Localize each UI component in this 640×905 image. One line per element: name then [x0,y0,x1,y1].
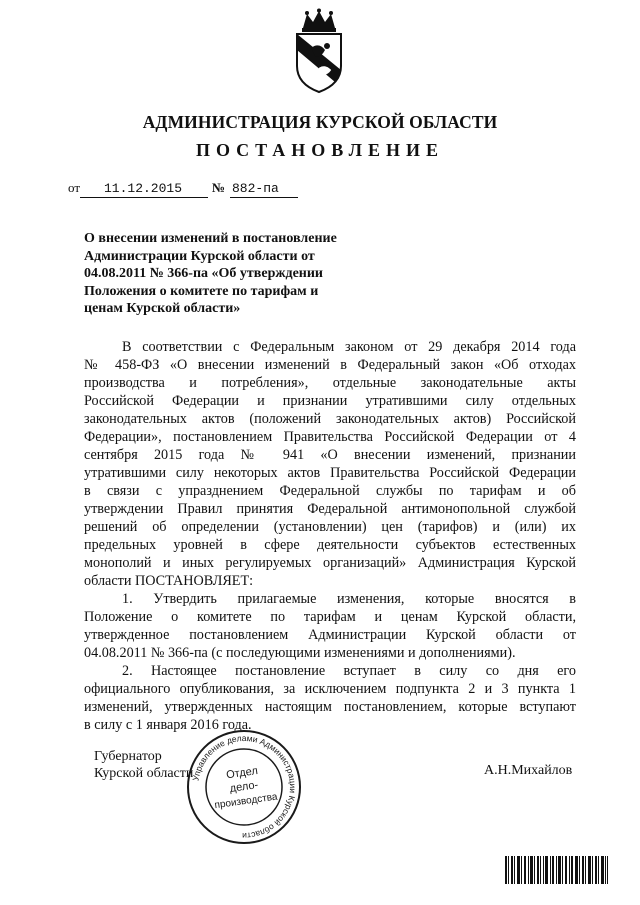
body-line: Российской Федерации и признании утратившими силу отдельных [84,393,576,409]
subject-line: О внесении изменений в постановление [84,231,337,246]
body-line: Положение о комитете по тарифам и ценам Курской области, [84,609,576,625]
body-line: утратившими силу некоторых актов Правительства Российской Федерации [84,465,576,481]
body-line: Федерации», постановлением Правительства Российской Федерации от 4 [84,429,576,445]
signature-title [94,748,193,782]
document-date: 11.12.2015 [104,181,183,196]
body-line: 2. Настоящее постановление вступает в силу со дня его [122,663,576,679]
coat-of-arms-icon [291,8,347,94]
signature-title-line: Губернатор [94,749,162,764]
body-line: 04.08.2011 № 366-па (с последующими изменениями и дополнениями). [84,645,516,661]
subject-line: Положения о комитете по тарифам и [84,283,319,299]
subject-line: ценам Курской области» [84,301,241,316]
body-line: 1. Утвердить прилагаемые изменения, которые вносятся в [122,591,576,607]
body-line: утвержденное постановлением Администрации Курской области от [84,627,576,643]
body-line: производства и потребления», отдельные законодательные акты [84,375,576,391]
organization-title: АДМИНИСТРАЦИЯ КУРСКОЙ ОБЛАСТИ [142,112,498,132]
body-line: предельных уровней в сфере деятельности субъектов естественных [84,537,576,553]
date-underline [80,197,208,198]
date-prefix: от [68,180,81,195]
barcode-icon [505,856,608,884]
signer-name: А.Н.Михайлов [484,763,573,778]
body-line: В соответствии с Федеральным законом от 29 декабря 2014 года [122,339,576,355]
number-underline [230,197,298,198]
body-line: сентября 2015 года № 941 «О внесении изменений, признании [84,447,576,463]
stamp-ring-text: Управление делами Администрации Курской области [190,732,299,842]
body-line: в связи с упразднением Федеральной службы по тарифам и об [84,483,576,499]
body-line: № 458-ФЗ «О внесении изменений в Федеральный закон «Об отходах [84,357,576,373]
stamp-seal [185,728,303,846]
document-type-title: ПОСТАНОВЛЕНИЕ [195,140,445,160]
body-line: решений об определении (установлении) цен (тарифов) и (или) их [84,519,576,535]
body-line: законодательных актов (положений законодательных актов) Российской [84,411,576,427]
number-prefix: № [212,180,226,195]
subject-line: 04.08.2011 № 366-па «Об утверждении [84,266,323,281]
document-subject [84,230,360,318]
stamp-center-line: производства [213,791,279,812]
stamp-center-line: дело- [229,779,259,795]
document-number: 882-па [232,181,279,196]
subject-line: Администрации Курской области от [84,248,315,264]
body-line: монополий и иных регулируемых организаций» Администрация Курской [84,555,576,571]
body-line: утверждении Правил принятия Федеральной антимонопольной службой [84,501,576,517]
body-line: изменений, утвержденных настоящим постановлением, которые вступают [84,699,576,715]
body-line: области ПОСТАНОВЛЯЕТ: [84,573,254,589]
body-line: в силу с 1 января 2016 года. [84,717,252,733]
stamp-center-line: Отдел [225,764,259,782]
signature-title-line: Курской области [94,766,194,781]
body-line: официального опубликования, за исключением подпункта 2 и 3 пункта 1 [84,681,576,697]
